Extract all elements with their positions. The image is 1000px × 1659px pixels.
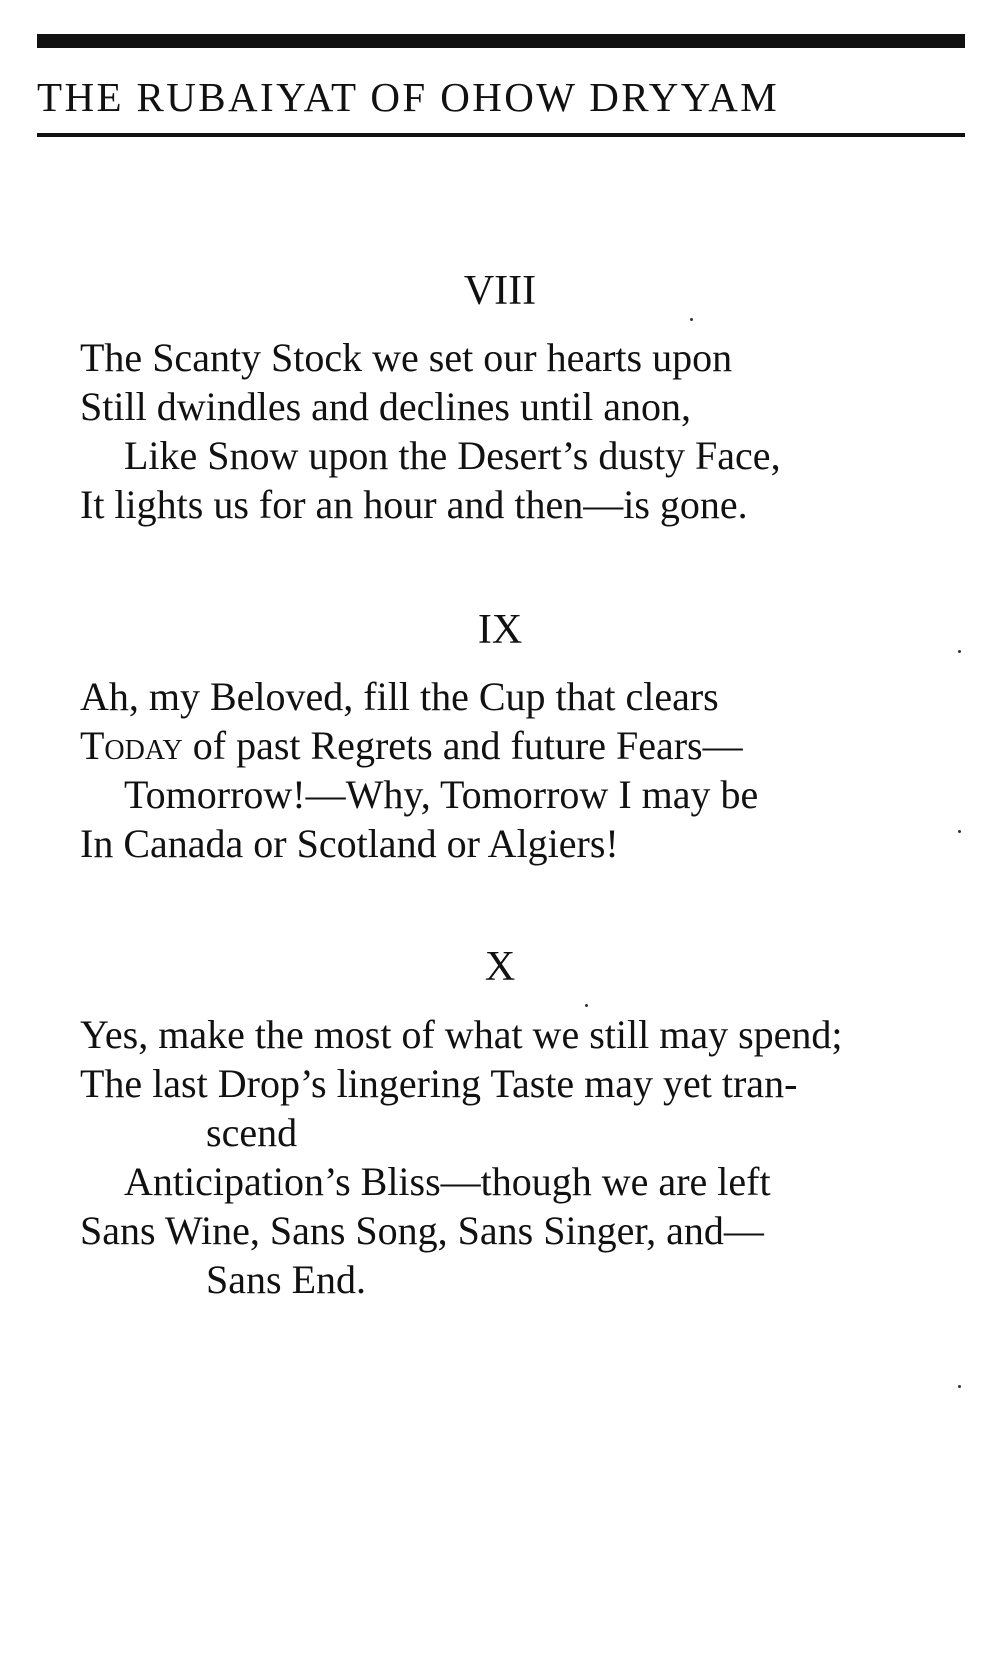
page-header-title: THE RUBAIYAT OF OHOW DRYYAM	[37, 74, 780, 120]
stanza-ix-line-1: Ah, my Beloved, fill the Cup that clears	[80, 674, 719, 719]
stanza-x-line-2-cont: scend	[206, 1110, 298, 1155]
scan-speck	[958, 650, 961, 653]
stanza-ix-line-2-rest: of past Regrets and future Fears—	[182, 723, 743, 768]
today-small-caps: Today	[80, 723, 183, 768]
stanza-x-line-1: Yes, make the most of what we still may spend;	[80, 1012, 843, 1057]
stanza-viii-line-3: Like Snow upon the Desert’s dusty Face,	[124, 433, 781, 478]
stanza-number-ix: IX	[477, 607, 523, 653]
header-top-bar	[37, 34, 965, 48]
stanza-number-viii: VIII	[463, 268, 537, 314]
stanza-ix-line-2	[80, 721, 743, 771]
stanza-ix-line-3: Tomorrow!—Why, Tomorrow I may be	[124, 772, 759, 817]
stanza-x-line-3: Anticipation’s Bliss—though we are left	[124, 1159, 771, 1204]
stanza-x-line-4: Sans Wine, Sans Song, Sans Singer, and—	[80, 1208, 764, 1253]
scan-speck	[958, 1385, 961, 1388]
stanza-viii-line-2: Still dwindles and declines until anon,	[80, 384, 692, 429]
scan-speck	[958, 830, 961, 833]
scan-speck	[585, 1004, 588, 1007]
scan-speck	[690, 318, 693, 321]
stanza-x-line-4-cont: Sans End.	[206, 1257, 366, 1302]
header-rule	[37, 133, 965, 137]
stanza-ix-line-4: In Canada or Scotland or Algiers!	[80, 821, 619, 866]
stanza-x-line-2: The last Drop’s lingering Taste may yet tran-	[80, 1061, 798, 1106]
stanza-viii-line-4: It lights us for an hour and then—is gone.	[80, 482, 748, 527]
stanza-number-x: X	[484, 944, 516, 990]
stanza-viii-line-1: The Scanty Stock we set our hearts upon	[80, 335, 733, 380]
